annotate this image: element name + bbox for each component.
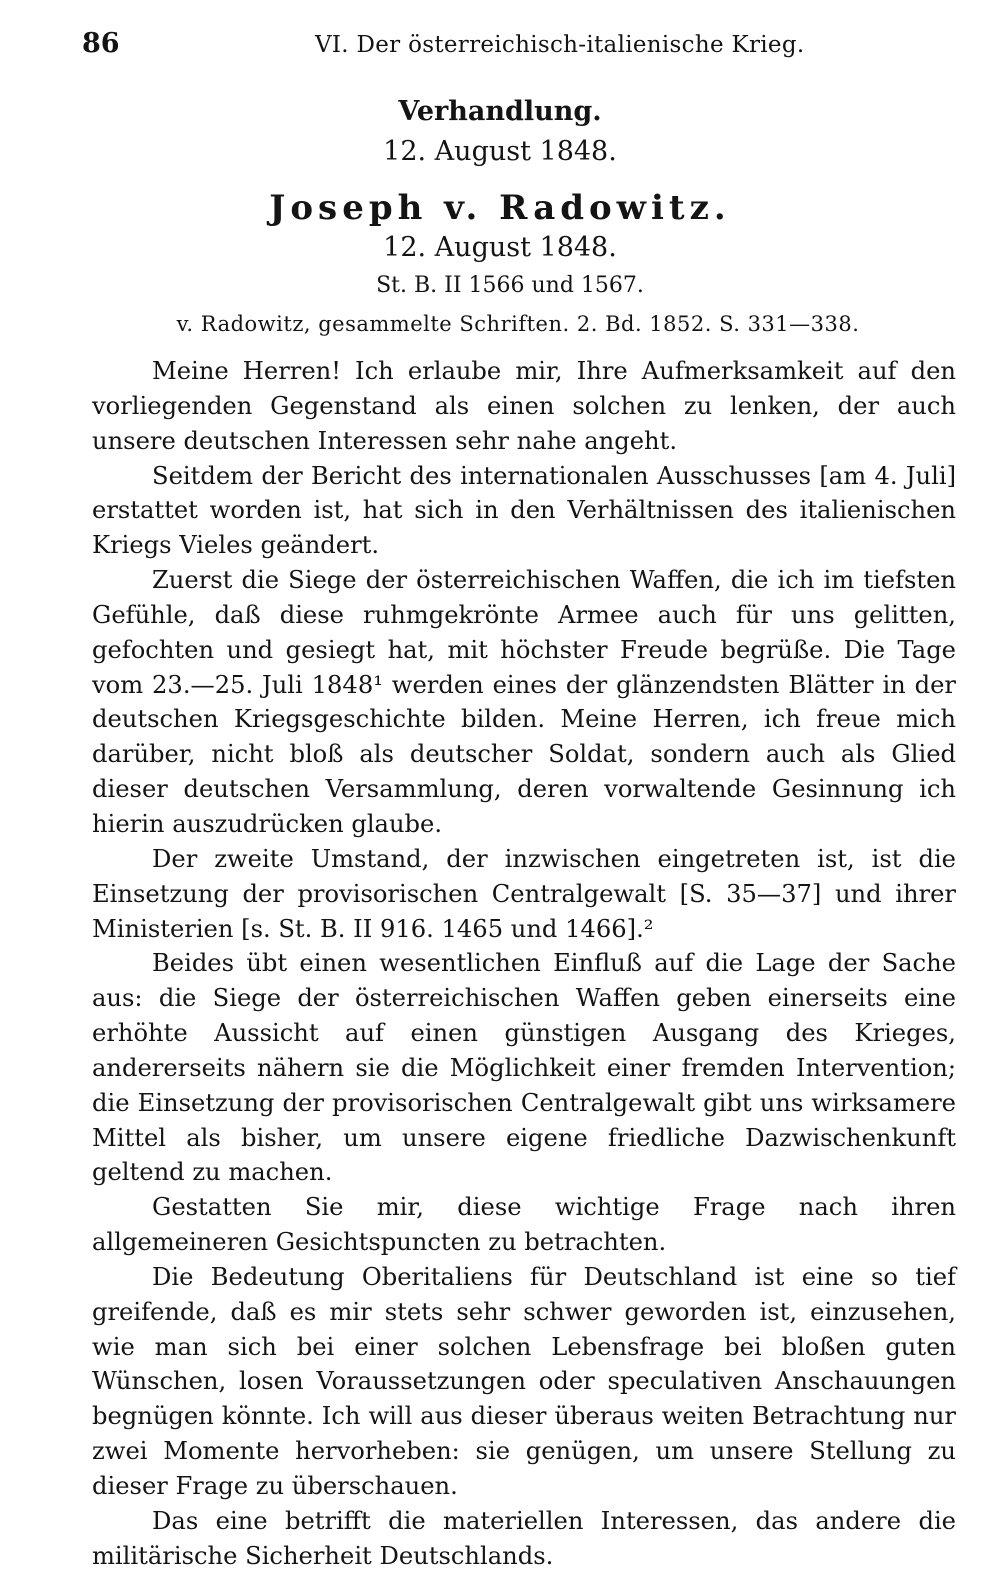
paragraph: Die Bedeutung Oberitaliens für Deutschland ist eine so tief greifende, daß es mir stets sehr schwer geworden ist, einzusehen, wie man sich bei einer solchen Lebensfrage bei bloßen guten Wünschen, losen Voraussetzungen oder speculativen Anschauungen begnügen könnte. Ich will aus dieser überaus weiten Betrachtung nur zwei Momente hervorheben: sie genügen, um unsere Stellung zu dieser Frage zu überschauen. — [92, 1262, 956, 1500]
speech-body — [92, 354, 956, 1574]
paragraph: Meine Herren! Ich erlaube mir, Ihre Aufmerksamkeit auf den vorliegenden Gegenstand als einen solchen zu lenken, der auch unsere deutschen Interessen sehr nahe angeht. — [92, 357, 956, 455]
section-title: Verhandlung. — [398, 96, 602, 127]
paragraph: Der zweite Umstand, der inzwischen eingetreten ist, ist die Einsetzung der provisorischen Centralgewalt [S. 35—37] und ihrer Ministerien [s. St. B. II 916. 1465 und 1466].² — [92, 844, 956, 943]
paragraph: Zuerst die Siege der österreichischen Waffen, die ich im tiefsten Gefühle, daß diese ruhmgekrönte Armee auch für uns gelitten, gefochten und gesiegt hat, mit höchster Freude begrüße. Die Tage vom 23.—25. Juli 1848¹ werden eines der glänzendsten Blätter in der deutschen Kriegsgeschichte bilden. Meine Herren, ich freue mich darüber, nicht bloß als deutscher Soldat, sondern auch als Glied dieser deutschen Versammlung, deren vorwaltende Gesinnung ich hierin auszudrücken glaube. — [92, 566, 956, 838]
page-number: 86 — [82, 28, 120, 59]
paragraph: Gestatten Sie mir, diese wichtige Frage nach ihren allgemeineren Gesichtspuncten zu betrachten. — [92, 1193, 956, 1257]
source-reference-collected-works: v. Radowitz, gesammelte Schriften. 2. Bd. 1852. S. 331—338. — [176, 312, 860, 336]
paragraph: Seitdem der Bericht des internationalen Ausschusses [am 4. Juli] erstattet worden ist, hat sich in den Verhältnissen des italienischen Kriegs Vieles geändert. — [92, 461, 956, 560]
source-reference: St. B. II 1566 und 1567. — [376, 273, 644, 298]
paragraph: Das eine betrifft die materiellen Interessen, das andere die militärische Sicherheit Deutschlands. — [92, 1506, 956, 1570]
section-date: 12. August 1848. — [383, 136, 617, 167]
running-head — [82, 28, 960, 64]
speaker-name: Joseph v. Radowitz. — [269, 188, 731, 228]
running-title: VI. Der österreichisch-italienische Krieg. — [315, 32, 805, 58]
speech-date: 12. August 1848. — [383, 232, 617, 263]
paragraph: Beides übt einen wesentlichen Einfluß auf die Lage der Sache aus: die Siege der österreichischen Waffen geben einerseits eine erhöhte Aussicht auf einen günstigen Ausgang des Krieges, andererseits nähern sie die Möglichkeit einer fremden Intervention; die Einsetzung der provisorischen Centralgewalt gibt uns wirksamere Mittel als bisher, um unsere eigene friedliche Dazwischenkunft geltend zu machen. — [92, 949, 956, 1187]
